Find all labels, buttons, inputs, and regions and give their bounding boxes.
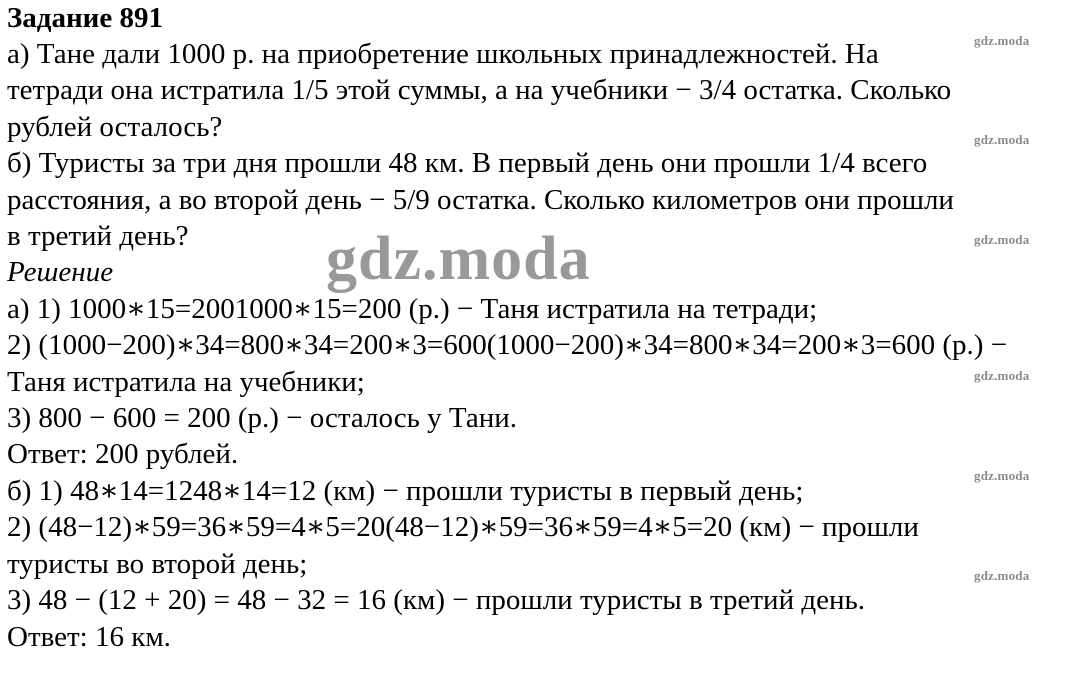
solution-a-line-1: а) 1) 1000∗15=2001000∗15=200 (р.) − Таня истратила на тетради; (7, 292, 818, 325)
document (7, 0, 1085, 655)
task-b-line-2: расстояния, а во второй день − 5/9 остатка. Сколько километров они прошли (7, 183, 954, 216)
watermark-small: gdz.moda (974, 468, 1030, 483)
solution-a-answer: Ответ: 200 рублей. (7, 438, 239, 471)
task-a-line-3: рублей осталось? (7, 110, 223, 143)
task-a (7, 36, 1085, 145)
solution-b-line-1: б) 1) 48∗14=1248∗14=12 (км) − прошли туристы в первый день; (7, 474, 804, 507)
watermark-small: gdz.moda (974, 132, 1030, 147)
solution-a-line-2: 2) (1000−200)∗34=800∗34=200∗3=600(1000−200)∗34=800∗34=200∗3=600 (р.) − (7, 329, 1008, 362)
task-b-line-3: в третий день? (7, 220, 189, 253)
solution-b-line-3: туристы во второй день; (7, 547, 308, 580)
solution-a (7, 291, 1085, 473)
watermark-small: gdz.moda (974, 368, 1030, 383)
solution-b-line-4: 3) 48 − (12 + 20) = 48 − 32 = 16 (км) − прошли туристы в третий день. (7, 584, 865, 617)
task-a-line-2: тетради она истратила 1/5 этой суммы, а на учебники − 3/4 остатка. Сколько (7, 74, 952, 107)
page-title: Задание 891 (7, 2, 164, 34)
task-b-line-1: б) Туристы за три дня прошли 48 км. В первый день они прошли 1/4 всего (7, 147, 928, 180)
solution-a-line-3: Таня истратила на учебники; (7, 365, 365, 398)
solution-b-answer: Ответ: 16 км. (7, 620, 171, 653)
solution-a-line-4: 3) 800 − 600 = 200 (р.) − осталось у Тани. (7, 402, 517, 435)
watermark-small: gdz.moda (974, 568, 1030, 583)
watermark-small: gdz.moda (974, 232, 1030, 247)
solution-heading: Решение (7, 256, 114, 289)
watermark-small: gdz.moda (974, 33, 1030, 48)
watermark-large: gdz.moda (326, 225, 591, 293)
solution-b (7, 473, 1085, 655)
solution-b-line-2: 2) (48−12)∗59=36∗59=4∗5=20(48−12)∗59=36∗59=4∗5=20 (км) − прошли (7, 511, 919, 544)
task-a-line-1: а) Тане дали 1000 р. на приобретение школьных принадлежностей. На (7, 38, 879, 70)
